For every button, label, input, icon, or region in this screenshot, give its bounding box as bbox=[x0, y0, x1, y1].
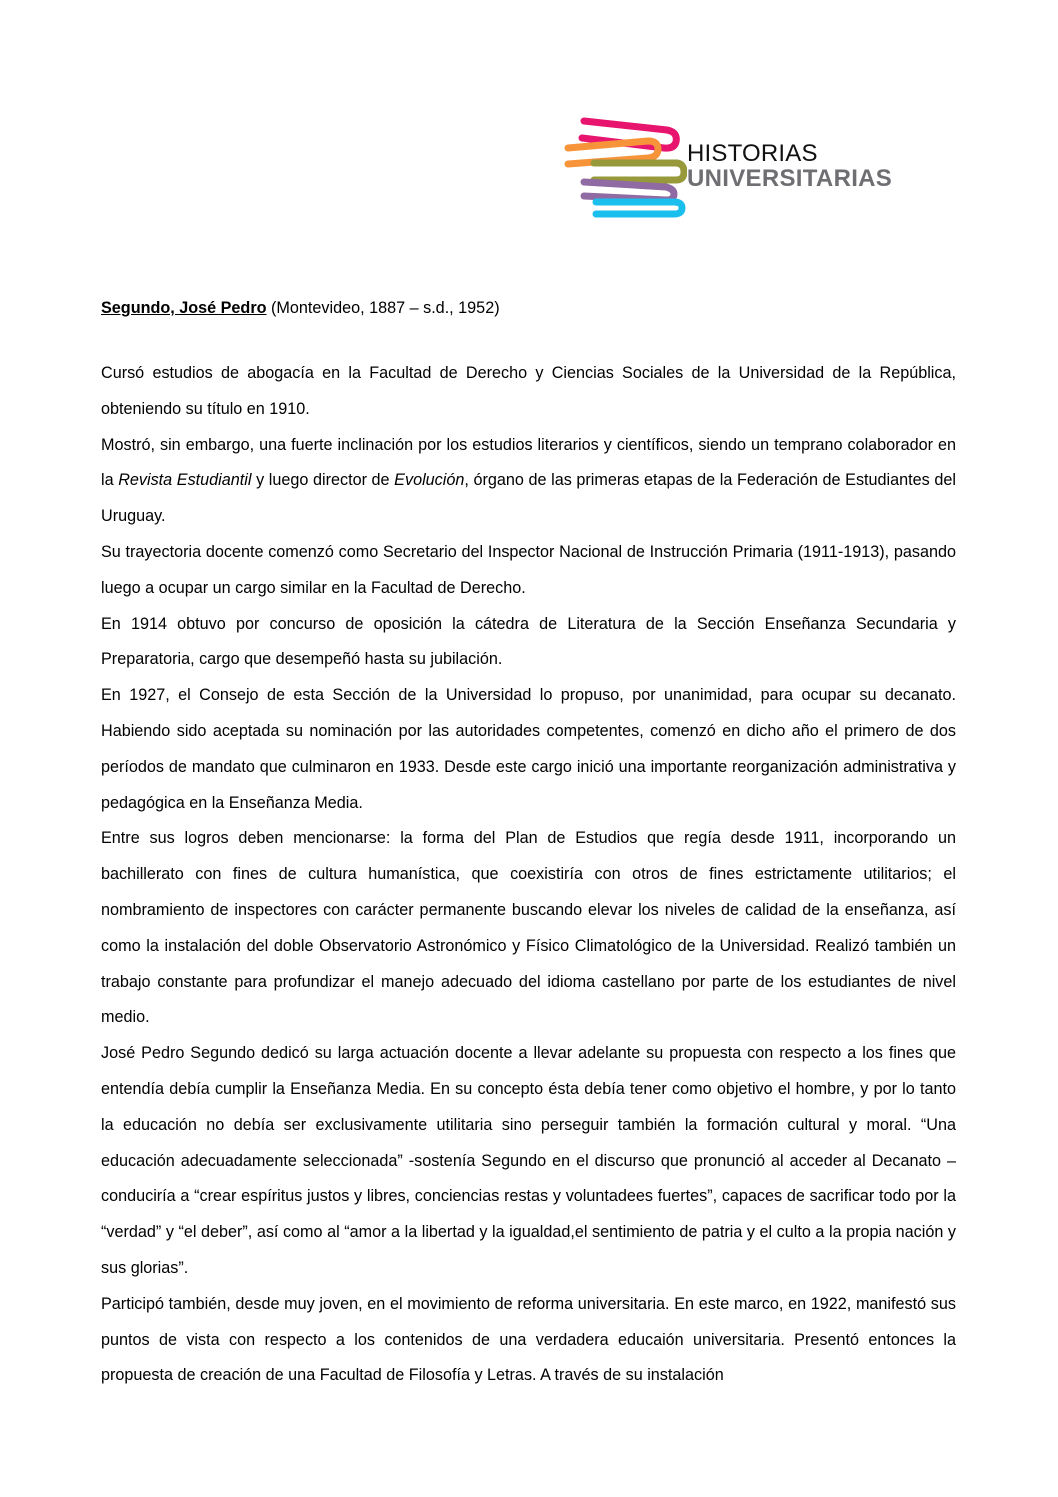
book-stack-icon bbox=[562, 116, 687, 218]
paragraph-literature-chair: En 1914 obtuvo por concurso de oposición la cátedra de Literatura de la Sección Enseñanza Secundaria y Preparatoria, cargo que desempeñó hasta su jubilación. bbox=[101, 614, 956, 669]
paragraph-teaching-career: Su trayectoria docente comenzó como Secretario del Inspector Nacional de Instrucción Primaria (1911-1913), pasando luego a ocupar un cargo similar en la Facultad de Derecho. bbox=[101, 542, 956, 597]
biography-heading bbox=[101, 296, 956, 320]
paragraph-text: , órgano de las primeras etapas de la Federación de Estudiantes del Uruguay. bbox=[101, 471, 956, 526]
logo-wordmark bbox=[687, 142, 892, 191]
subject-name: Segundo, José Pedro bbox=[101, 299, 267, 317]
paragraph-education: Cursó estudios de abogacía en la Facultad de Derecho y Ciencias Sociales de la Universidad de la República, obteniendo su título en 1910. bbox=[101, 364, 956, 418]
paragraph-educational-philosophy: José Pedro Segundo dedicó su larga actuación docente a llevar adelante su propuesta con respecto a los fines que entendía debía cumplir la Enseñanza Media. En su concepto ésta debía tener como objetivo el hombre, y por lo tanto la educación no debía ser exclusivamente utilitaria sino perseguir también la formación cultural y moral. “Una educación adecuadamente seleccionada” -sostenía Segundo en el discurso que pronunció al acceder al Decanato – conduciría a “crear espíritus justos y libres, conciencias restas y voluntadees fuertes”, capaces de sacrificar todo por la “verdad” y “el deber”, así como al “amor a la libertad y la igualdad,el sentimiento de patria y el culto a la propia nación y sus glorias”. bbox=[101, 1044, 956, 1277]
paragraph-achievements: Entre sus logros deben mencionarse: la forma del Plan de Estudios que regía desde 1911, incorporando un bachillerato con fines de cultura humanística, que coexistiría con otros de fines estrictamente utilitarios; el nombramiento de inspectores con carácter permanente buscando elevar los niveles de calidad de la enseñanza, así como la instalación del doble Observatorio Astronómico y Físico Climatológico de la Universidad. Realizó también un trabajo constante para profundizar el manejo adecuado del idioma castellano por parte de los estudiantes de nivel medio. bbox=[101, 829, 956, 1027]
paragraph-text: Mostró, sin embargo, una fuerte inclinación por los estudios literarios y científicos, siendo un temprano colaborador en la bbox=[101, 435, 956, 490]
publication-title: Evolución bbox=[394, 471, 465, 490]
logo-line-historias: HISTORIAS bbox=[687, 140, 818, 167]
paragraph-university-reform: Participó también, desde muy joven, en el movimiento de reforma universitaria. En este marco, en 1922, manifestó sus puntos de vista con respecto a los contenidos de una verdadera educaión universitaria. Presentó entonces la propuesta de creación de una Facultad de Filosofía y Letras. A través de su instalación bbox=[101, 1294, 956, 1385]
historias-universitarias-logo bbox=[562, 116, 942, 218]
document-body bbox=[101, 296, 956, 1394]
logo-line-universitarias: UNIVERSITARIAS bbox=[687, 165, 893, 192]
publication-title: Revista Estudiantil bbox=[118, 471, 252, 490]
paragraph-deanship: En 1927, el Consejo de esta Sección de la Universidad lo propuso, por unanimidad, para ocupar su decanato. Habiendo sido aceptada su nominación por las autoridades competentes, comenzó en dicho año el primero de dos períodos de mandato que culminaron en 1933. Desde este cargo inició una importante reorganización administrativa y pedagógica en la Enseñanza Media. bbox=[101, 686, 956, 812]
paragraph-text: y luego director de bbox=[251, 471, 395, 490]
subject-dates: (Montevideo, 1887 – s.d., 1952) bbox=[266, 299, 500, 317]
paragraph-literary-interests bbox=[101, 428, 956, 535]
